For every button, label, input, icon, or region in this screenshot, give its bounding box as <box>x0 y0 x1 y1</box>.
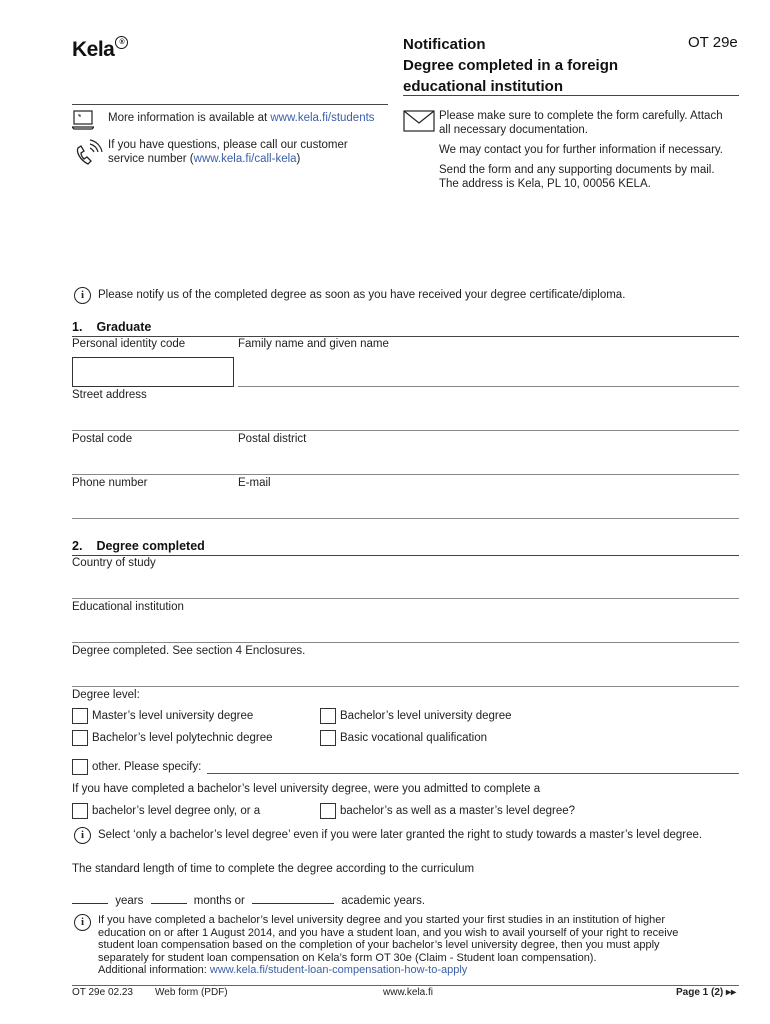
bachelor-only-label: bachelor’s level degree only, or a <box>92 805 261 817</box>
section2-title: 2. Degree completed <box>72 539 205 553</box>
info-icon: i <box>74 827 91 844</box>
bachelor-and-master-checkbox[interactable] <box>320 803 336 819</box>
loan-note: If you have completed a bachelor’s level university degree and you started your first studies in an institution of higher education on or after 1 August 2014, and you have a student loan, and you wish to avail yourself of your right to receive student loan compensation based on the completion of your bachelor’s level university degree, then you must apply separately for student loan compensation on Kela’s form OT 30e (Claim - Student loan compensation). Additional information: www.kela.fi/student-loan-compensation-how-to-apply <box>98 914 679 976</box>
instructions-text: Please make sure to complete the form carefully. Attach all necessary documentation. We may contact you for further information if necessary. Send the form and any supporting documents by mail. The address is Kela, PL 10, 00056 KELA. <box>439 110 723 190</box>
bachelors-uni-label: Bachelor’s level university degree <box>340 710 512 722</box>
degree-level-label: Degree level: <box>72 689 140 701</box>
more-info-text: More information is available at www.kela.fi/students <box>108 112 375 124</box>
other-checkbox[interactable] <box>72 759 88 775</box>
info-icon: i <box>74 287 91 304</box>
street-input-line[interactable] <box>72 430 739 431</box>
duration-row: years months or academic years. <box>72 892 425 907</box>
degree-label: Degree completed. See section 4 Enclosures. <box>72 645 306 657</box>
bachelors-uni-checkbox[interactable] <box>320 708 336 724</box>
years-input[interactable] <box>72 892 108 904</box>
postal-input-line[interactable] <box>72 474 739 475</box>
questions-text: If you have questions, please call our customer service number (www.kela.fi/call-kela) <box>108 139 348 165</box>
other-label: other. Please specify: <box>92 761 202 773</box>
bachelor-only-checkbox[interactable] <box>72 803 88 819</box>
vocational-label: Basic vocational qualification <box>340 732 488 744</box>
name-label: Family name and given name <box>238 338 389 350</box>
footer-web-form: Web form (PDF) <box>155 987 228 998</box>
form-title: Notification Degree completed in a foreign educational institution <box>403 36 619 95</box>
footer-code-date: OT 29e 02.23 <box>72 987 133 998</box>
country-input-line[interactable] <box>72 598 739 599</box>
next-page-icon[interactable]: ▸▸ <box>726 987 737 998</box>
form-code: OT 29e <box>688 34 738 51</box>
months-input[interactable] <box>151 892 187 904</box>
footer-site: www.kela.fi <box>383 987 434 998</box>
laptop-icon <box>72 110 94 133</box>
header-divider-right <box>403 95 739 96</box>
institution-label: Educational institution <box>72 601 184 613</box>
bachelor-and-master-label: bachelor’s as well as a master’s level degree? <box>340 805 576 817</box>
admitted-question: If you have completed a bachelor’s level university degree, were you admitted to complete a <box>72 783 541 795</box>
postal-code-label: Postal code <box>72 433 133 445</box>
masters-uni-checkbox[interactable] <box>72 708 88 724</box>
standard-length-label: The standard length of time to complete the degree according to the curriculum <box>72 863 475 875</box>
students-link[interactable]: www.kela.fi/students <box>270 112 375 124</box>
street-label: Street address <box>72 389 147 401</box>
vocational-checkbox[interactable] <box>320 730 336 746</box>
select-note: Select ‘only a bachelor’s level degree’ even if you were later granted the right to study towards a master’s level degree. <box>98 829 703 841</box>
kela-logo: Kela ® <box>72 38 128 62</box>
degree-input-line[interactable] <box>72 686 739 687</box>
institution-input-line[interactable] <box>72 642 739 643</box>
loan-compensation-link[interactable]: www.kela.fi/student-loan-compensation-how-to-apply <box>209 964 468 976</box>
section1-title: 1. Graduate <box>72 320 152 334</box>
personal-id-input[interactable] <box>72 357 234 387</box>
email-label: E-mail <box>238 477 271 489</box>
bachelors-poly-label: Bachelor’s level polytechnic degree <box>92 732 273 744</box>
registered-mark-icon: ® <box>115 36 128 49</box>
bachelors-poly-checkbox[interactable] <box>72 730 88 746</box>
phone-icon <box>72 138 104 173</box>
name-input-line[interactable] <box>238 386 739 387</box>
section2-rule <box>72 555 739 556</box>
phone-input-line[interactable] <box>72 518 739 519</box>
notice-text: Please notify us of the completed degree as soon as you have received your degree certificate/diploma. <box>98 289 626 301</box>
other-specify-input-line[interactable] <box>207 773 739 774</box>
header-divider-left <box>72 104 388 105</box>
section1-rule <box>72 336 739 337</box>
masters-uni-label: Master’s level university degree <box>92 710 254 722</box>
info-icon: i <box>74 914 91 931</box>
personal-id-label: Personal identity code <box>72 338 186 350</box>
envelope-icon <box>403 110 435 135</box>
academic-years-input[interactable] <box>252 892 334 904</box>
phone-label: Phone number <box>72 477 148 489</box>
footer-rule <box>72 985 739 986</box>
call-kela-link[interactable]: www.kela.fi/call-kela <box>193 153 297 165</box>
footer-page: Page 1 (2) ▸▸ <box>676 987 737 998</box>
postal-district-label: Postal district <box>238 433 307 445</box>
country-label: Country of study <box>72 557 156 569</box>
